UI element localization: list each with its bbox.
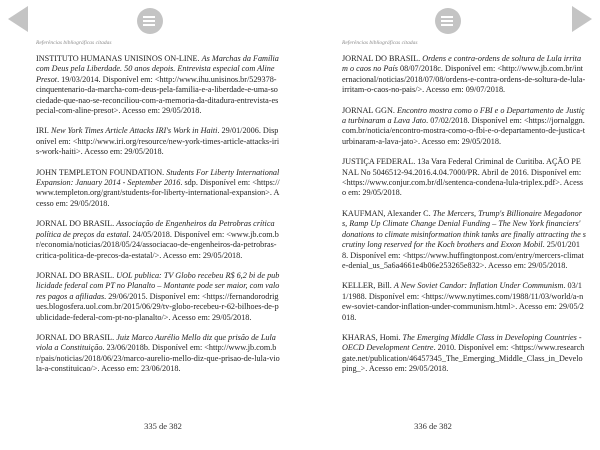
reference-entry [36,54,280,116]
reference-text: JOHN TEMPLETON FOUNDATION. [36,167,167,177]
reference-entry [36,126,280,157]
reference-text: . 24/05/2018. Disponível em: <www.jb.com.br/economia/noticias/2018/05/24/associacao-de-engenheiros-da-petrobras-critica-politica-de-precos-da-estatal/>. Acesso em: 29/05/2018. [36,229,279,260]
reference-text: . 25/01/2018. Disponível em: <https://www.huffingtonpost.com/entry/mercers-climate-denial_us_5a6a4661e4b06e253265e832>. Acesso em: 29/05/2018. [342,240,584,270]
reference-text: IRI. [36,126,52,136]
menu-button[interactable] [435,8,461,34]
reference-entry [342,209,586,271]
running-head: Referências bibliográficas citadas [342,40,418,46]
reference-title: UOL publica: TV Globo recebeu R$ 6,2 bi de publicidade federal com PT no Planalto – Montante pode ser maior, com valores pagos a afiliadas [36,270,280,301]
reference-text: JORNAL DO BRASIL. [36,270,117,280]
reference-text: . 2010. Disponível em: <https://www.researchgate.net/publication/46457345_The_Emerging_Middle_Class_in_Developing_>. Acesso em: 29/05/2018. [342,343,585,374]
reference-entry [342,54,586,96]
reference-title: New York Times Article Attacks IRI's Work in Haiti [51,126,218,136]
menu-button[interactable] [137,8,163,34]
reference-text: KELLER, Bill. [342,281,394,291]
reference-text: JUSTIÇA FEDERAL. 13a Vara Federal Criminal de Curitiba. AÇÃO PENAL No 5046512-94.2016.4.04.7000/PR. Abril de 2016. Disponível em: <https://www.conjur.com.br/dl/sentenca-condena-lula-triplex.pdf>. Acesso em: 29/05/2018. [342,157,584,198]
reference-text: KHARAS, Homi. [342,332,403,342]
previous-page-button[interactable] [8,6,28,32]
reference-title: Students For Liberty International Expansion: January 2014 - September 2016 [36,167,280,188]
next-page-button[interactable] [572,6,592,32]
reference-entry [36,271,280,323]
reference-entry [36,219,280,261]
reference-title: A New Soviet Candor: Inflation Under Communism [393,281,564,291]
reference-text: JORNAL DO BRASIL. [342,54,423,63]
page-number: 335 de 382 [144,421,182,431]
reference-text: JORNAL GGN. [342,105,397,115]
reference-text: JORNAL DO BRASIL. [36,219,117,229]
reference-text: . 07/02/2018. Disponível em: <https://jornalggn.com.br/noticia/encontro-mostra-como-o-fbi-e-o-departamento-de-justica-turbinaram-a-lava-jato>. Acesso em: 29/05/2018. [342,116,586,146]
right-page [342,38,586,442]
reference-text: JORNAL DO BRASIL. [36,332,117,342]
reference-title: As Marchas da Família com Deus pela Liberdade. 50 anos depois. Entrevista especial com Aline Presot [36,54,279,84]
reference-entry [36,333,280,375]
reference-entry [342,157,586,199]
reference-title: Associação de Engenheiros da Petrobras crítica política de preços da estatal [36,219,275,239]
reference-entry [342,333,586,375]
running-head: Referências bibliográficas citadas [36,40,112,46]
reference-title: Juiz Marco Aurélio Mello diz que prisão de Lula viola a Constituição [36,332,276,353]
reference-text: 08/07/2018c. Disponível em: <http://www.jb.com.br/internacional/noticias/2018/07/08/ordens-e-contra-ordens-de-soltura-de-lula-irritam-o-caos-no-pais/>. Acesso em: 09/07/2018. [342,64,586,95]
reference-entry [342,281,586,323]
reference-text: . 23/06/2018b. Disponível em: <http://www.jb.com.br/pais/noticias/2018/06/23/marco-aurelio-mello-diz-que-prisao-de-lula-viola-a-constituicao/>. Acesso em: 23/06/2018. [36,343,280,374]
reference-title: Ordens e contra-ordens de soltura de Lula irritam o caos no País [342,54,582,74]
reference-list [36,54,280,375]
page-number: 336 de 382 [414,421,452,431]
reference-entry [36,168,280,210]
reference-text: INSTITUTO HUMANAS UNISINOS ON-LINE. [36,54,202,63]
reference-text: . 19/03/2014. Disponível em: <http://www.ihu.unisinos.br/529378-cinquentenario-da-marcha-com-deus-pela-familia-e-a-liberdade-e-uma-sociedade-que-nao-se-reconciliou-com-a-memoria-da-ditadura-entrevista-especial-com-aline-presot>. Acesso em: 29/05/2018. [36,74,279,116]
reference-title: The Mercers, Trump's Billionaire Megadonors, Ramp Up Climate Change Denial Funding – The New York financiers' donations to climate misinformation think tanks are finally attracting the scrutiny long reserved for the Koch brothers and Exxon Mobil [342,208,586,250]
reference-text: . 03/11/1988. Disponível em: <https://www.nytimes.com/1988/11/03/world/a-new-soviet-candor-inflation-under-communism.html>. Acesso em: 29/05/2018. [342,281,584,322]
reference-text: . sdp. Disponível em: <https://www.templeton.org/grant/students-for-liberty-international-expansion>. Acesso em: 29/05/2018. [36,178,280,208]
left-page [36,38,280,442]
reference-title: The Emerging Middle Class in Developing Countries - OECD Development Centre [342,332,582,353]
reference-text: . 29/01/2006. Disponível em: <http://www.iri.org/resource/new-york-times-article-attacks-iris-work-haiti>. Acesso em: 29/05/2018. [36,126,280,157]
reference-text: KAUFMAN, Alexander C. [342,208,433,218]
reference-title: Encontro mostra como o FBI e o Departamento de Justiça turbinaram a Lava Jato [342,105,585,126]
reference-list [342,54,586,375]
reference-entry [342,106,586,148]
reference-text: . 29/06/2015. Disponível em: <https://fernandorodrigues.blogosfera.uol.com.br/2015/06/29/tv-globo-recebeu-r-62-bilhoes-de-publicidade-federal-com-pt-no-planalto/>. Acesso em: 29/05/2018. [36,291,279,322]
